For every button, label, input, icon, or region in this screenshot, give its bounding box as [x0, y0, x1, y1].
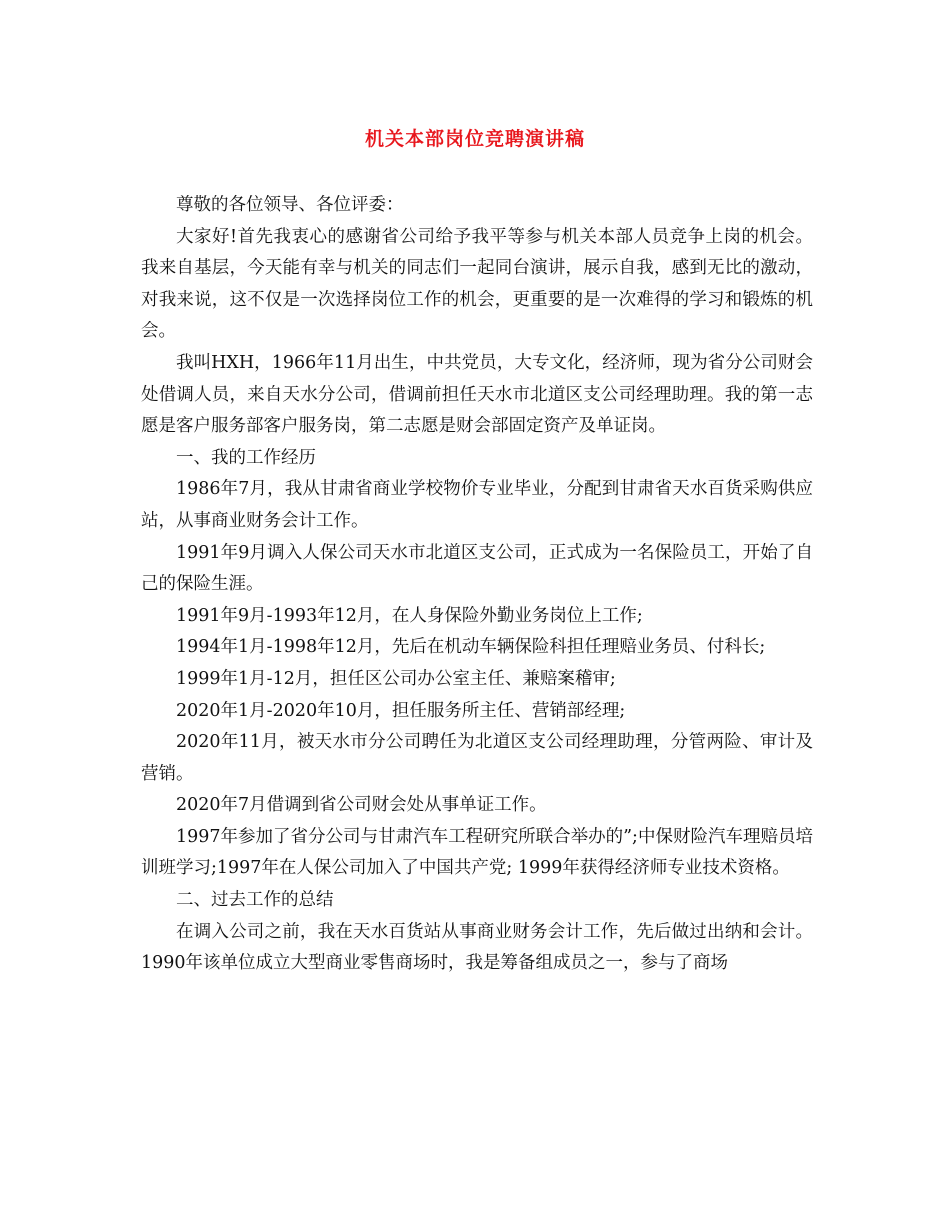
paragraph-work-history: 1991年9月调入人保公司天水市北道区支公司，正式成为一名保险员工，开始了自己的保险生涯。	[141, 542, 813, 595]
document-body	[141, 190, 813, 980]
paragraph-work-history: 1986年7月，我从甘肃省商业学校物价专业毕业，分配到甘肃省天水百货采购供应站，从事商业财务会计工作。	[141, 479, 813, 531]
section-heading-past-work-summary: 二、过去工作的总结	[176, 890, 334, 911]
paragraph-salutation: 尊敬的各位领导、各位评委：	[176, 195, 404, 215]
paragraph-greeting: 大家好!首先我衷心的感谢省公司给予我平等参与机关本部人员竞争上岗的机会。我来自基层，今天能有幸与机关的同志们一起同台演讲，展示自我，感到无比的激动，对我来说，这不仅是一次选择岗位工作的机会，更重要的是一次难得的学习和锻炼的机会。	[141, 226, 813, 342]
paragraph-work-history: 1994年1月-1998年12月，先后在机动车辆保险科担任理赔业务员、付科长;	[176, 637, 766, 658]
paragraph-work-history: 2020年1月-2020年10月，担任服务所主任、营销部经理;	[176, 700, 626, 721]
paragraph-work-history: 1999年1月-12月，担任区公司办公室主任、兼赔案稽审;	[176, 668, 616, 689]
document-title: 机关本部岗位竞聘演讲稿	[364, 128, 585, 150]
section-heading-work-history: 一、我的工作经历	[176, 447, 316, 468]
paragraph-past-work-summary: 在调入公司之前，我在天水百货站从事商业财务会计工作，先后做过出纳和会计。1990年该单位成立大型商业零售商场时，我是筹备组成员之一，参与了商场	[141, 921, 813, 974]
paragraph-work-history: 2020年7月借调到省公司财会处从事单证工作。	[176, 795, 547, 816]
paragraph-work-history: 1991年9月-1993年12月，在人身保险外勤业务岗位上工作;	[176, 605, 643, 626]
paragraph-work-history: 2020年11月，被天水市分公司聘任为北道区支公司经理助理，分管两险、审计及营销。	[141, 732, 813, 784]
paragraph-self-introduction: 我叫HXH，1966年11月出生，中共党员，大专文化，经济师，现为省分公司财会处借调人员，来自天水分公司，借调前担任天水市北道区支公司经理助理。我的第一志愿是客户服务部客户服务岗，第二志愿是财会部固定资产及单证岗。	[141, 352, 813, 437]
paragraph-training: 1997年参加了省分公司与甘肃汽车工程研究所联合举办的”;中保财险汽车理赔员培训班学习;1997年在人保公司加入了中国共产党; 1999年获得经济师专业技术资格。	[141, 826, 813, 879]
